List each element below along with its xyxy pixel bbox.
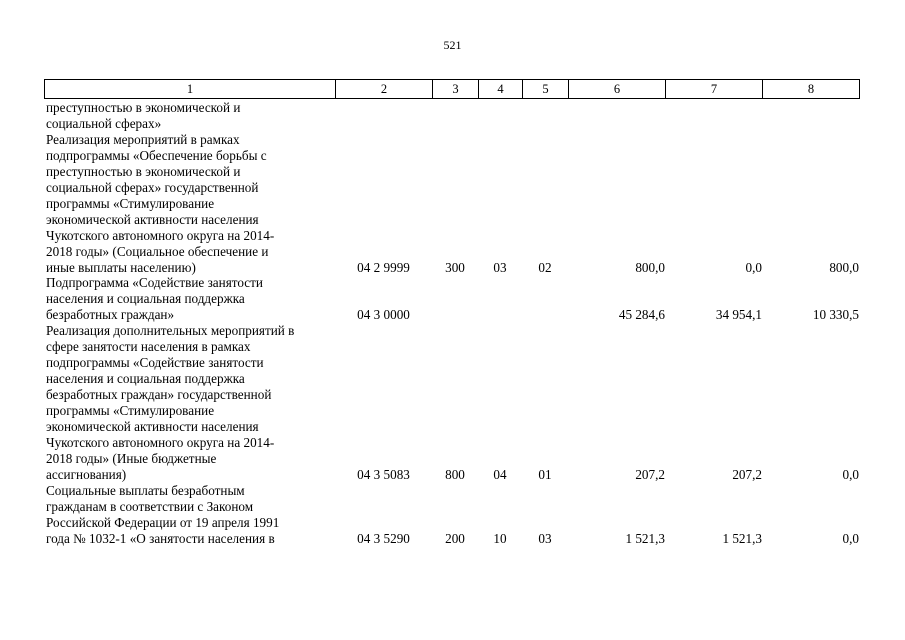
cell-amount-7 bbox=[665, 100, 762, 132]
description-line: сфере занятости населения в рамках bbox=[46, 339, 251, 355]
cell-col-3 bbox=[432, 275, 478, 323]
description-line: подпрограммы «Содействие занятости bbox=[46, 355, 264, 371]
header-col-1: 1 bbox=[45, 80, 336, 99]
cell-description bbox=[44, 132, 335, 276]
description-line: 2018 годы» (Иные бюджетные bbox=[46, 450, 217, 466]
cell-col-5 bbox=[522, 275, 568, 323]
header-col-4: 4 bbox=[479, 80, 523, 99]
cell-col-3: 200 bbox=[445, 530, 465, 546]
header-col-3: 3 bbox=[433, 80, 479, 99]
description-line: безработных граждан» государственной bbox=[46, 387, 272, 403]
cell-target-code: 04 3 5290 bbox=[357, 530, 410, 546]
cell-amount-6: 800,0 bbox=[635, 259, 665, 275]
cell-amount-8: 0,0 bbox=[842, 530, 859, 546]
description-line: социальной сферах» bbox=[46, 115, 162, 131]
table-row bbox=[44, 483, 859, 547]
cell-amount-6: 45 284,6 bbox=[618, 307, 665, 323]
description-line: года № 1032-1 «О занятости населения в bbox=[46, 530, 275, 546]
description-line: социальной сферах» государственной bbox=[46, 179, 259, 195]
description-line: подпрограммы «Обеспечение борьбы с bbox=[46, 147, 267, 163]
header-col-5: 5 bbox=[523, 80, 569, 99]
table-row bbox=[44, 323, 859, 483]
cell-target-code: 04 3 5083 bbox=[357, 466, 410, 482]
description-line: гражданам в соответствии с Законом bbox=[46, 498, 254, 514]
cell-amount-8 bbox=[762, 100, 859, 132]
description-line: ассигнования) bbox=[46, 466, 127, 482]
header-row bbox=[45, 80, 860, 99]
header-col-8: 8 bbox=[763, 80, 860, 99]
description-line: Реализация мероприятий в рамках bbox=[46, 131, 240, 147]
table-row bbox=[44, 275, 859, 323]
description-line: Чукотского автономного округа на 2014- bbox=[46, 227, 275, 243]
table-row bbox=[44, 132, 859, 276]
cell-amount-7: 34 954,1 bbox=[715, 307, 762, 323]
cell-col-5: 02 bbox=[538, 259, 552, 275]
description-line: населения и социальная поддержка bbox=[46, 291, 245, 307]
table-row bbox=[44, 100, 859, 132]
description-line: экономической активности населения bbox=[46, 419, 259, 435]
description-line: программы «Стимулирование bbox=[46, 403, 215, 419]
description-line: населения и социальная поддержка bbox=[46, 371, 245, 387]
cell-col-4: 03 bbox=[493, 259, 507, 275]
header-col-2: 2 bbox=[336, 80, 433, 99]
cell-target-code bbox=[335, 100, 432, 132]
description-line: экономической активности населения bbox=[46, 211, 259, 227]
cell-target-code: 04 3 0000 bbox=[357, 307, 410, 323]
cell-target-code: 04 2 9999 bbox=[357, 259, 410, 275]
cell-col-4 bbox=[478, 275, 522, 323]
table-header bbox=[44, 79, 860, 99]
description-line: преступностью в экономической и bbox=[46, 163, 241, 179]
cell-amount-6 bbox=[568, 100, 665, 132]
description-line: Чукотского автономного округа на 2014- bbox=[46, 435, 275, 451]
cell-amount-6: 207,2 bbox=[635, 466, 665, 482]
description-line: Российской Федерации от 19 апреля 1991 bbox=[46, 514, 280, 530]
cell-col-3: 800 bbox=[445, 466, 465, 482]
cell-col-3: 300 bbox=[445, 259, 465, 275]
description-line: программы «Стимулирование bbox=[46, 195, 215, 211]
description-line: преступностью в экономической и bbox=[46, 100, 241, 115]
cell-amount-7: 1 521,3 bbox=[722, 530, 762, 546]
header-col-6: 6 bbox=[569, 80, 666, 99]
cell-col-4 bbox=[478, 100, 522, 132]
cell-col-5: 01 bbox=[538, 466, 552, 482]
cell-amount-8: 0,0 bbox=[842, 466, 859, 482]
cell-col-3 bbox=[432, 100, 478, 132]
description-line: иные выплаты населению) bbox=[46, 259, 196, 275]
cell-amount-7: 207,2 bbox=[732, 466, 762, 482]
cell-description bbox=[44, 100, 335, 132]
cell-description bbox=[44, 275, 335, 323]
description-line: Подпрограмма «Содействие занятости bbox=[46, 275, 263, 291]
cell-col-4: 04 bbox=[493, 466, 507, 482]
cell-amount-8: 800,0 bbox=[829, 259, 859, 275]
page-number: 521 bbox=[443, 38, 462, 52]
cell-col-5: 03 bbox=[538, 530, 552, 546]
description-line: Реализация дополнительных мероприятий в bbox=[46, 323, 295, 339]
description-line: Социальные выплаты безработным bbox=[46, 482, 245, 498]
cell-description bbox=[44, 323, 335, 483]
cell-col-4: 10 bbox=[493, 530, 507, 546]
cell-amount-8: 10 330,5 bbox=[812, 307, 859, 323]
header-col-7: 7 bbox=[666, 80, 763, 99]
cell-amount-7: 0,0 bbox=[745, 259, 762, 275]
description-line: безработных граждан» bbox=[46, 307, 175, 323]
cell-description bbox=[44, 483, 335, 547]
cell-col-5 bbox=[522, 100, 568, 132]
cell-amount-6: 1 521,3 bbox=[625, 530, 665, 546]
budget-table-body bbox=[44, 100, 859, 547]
description-line: 2018 годы» (Социальное обеспечение и bbox=[46, 243, 269, 259]
